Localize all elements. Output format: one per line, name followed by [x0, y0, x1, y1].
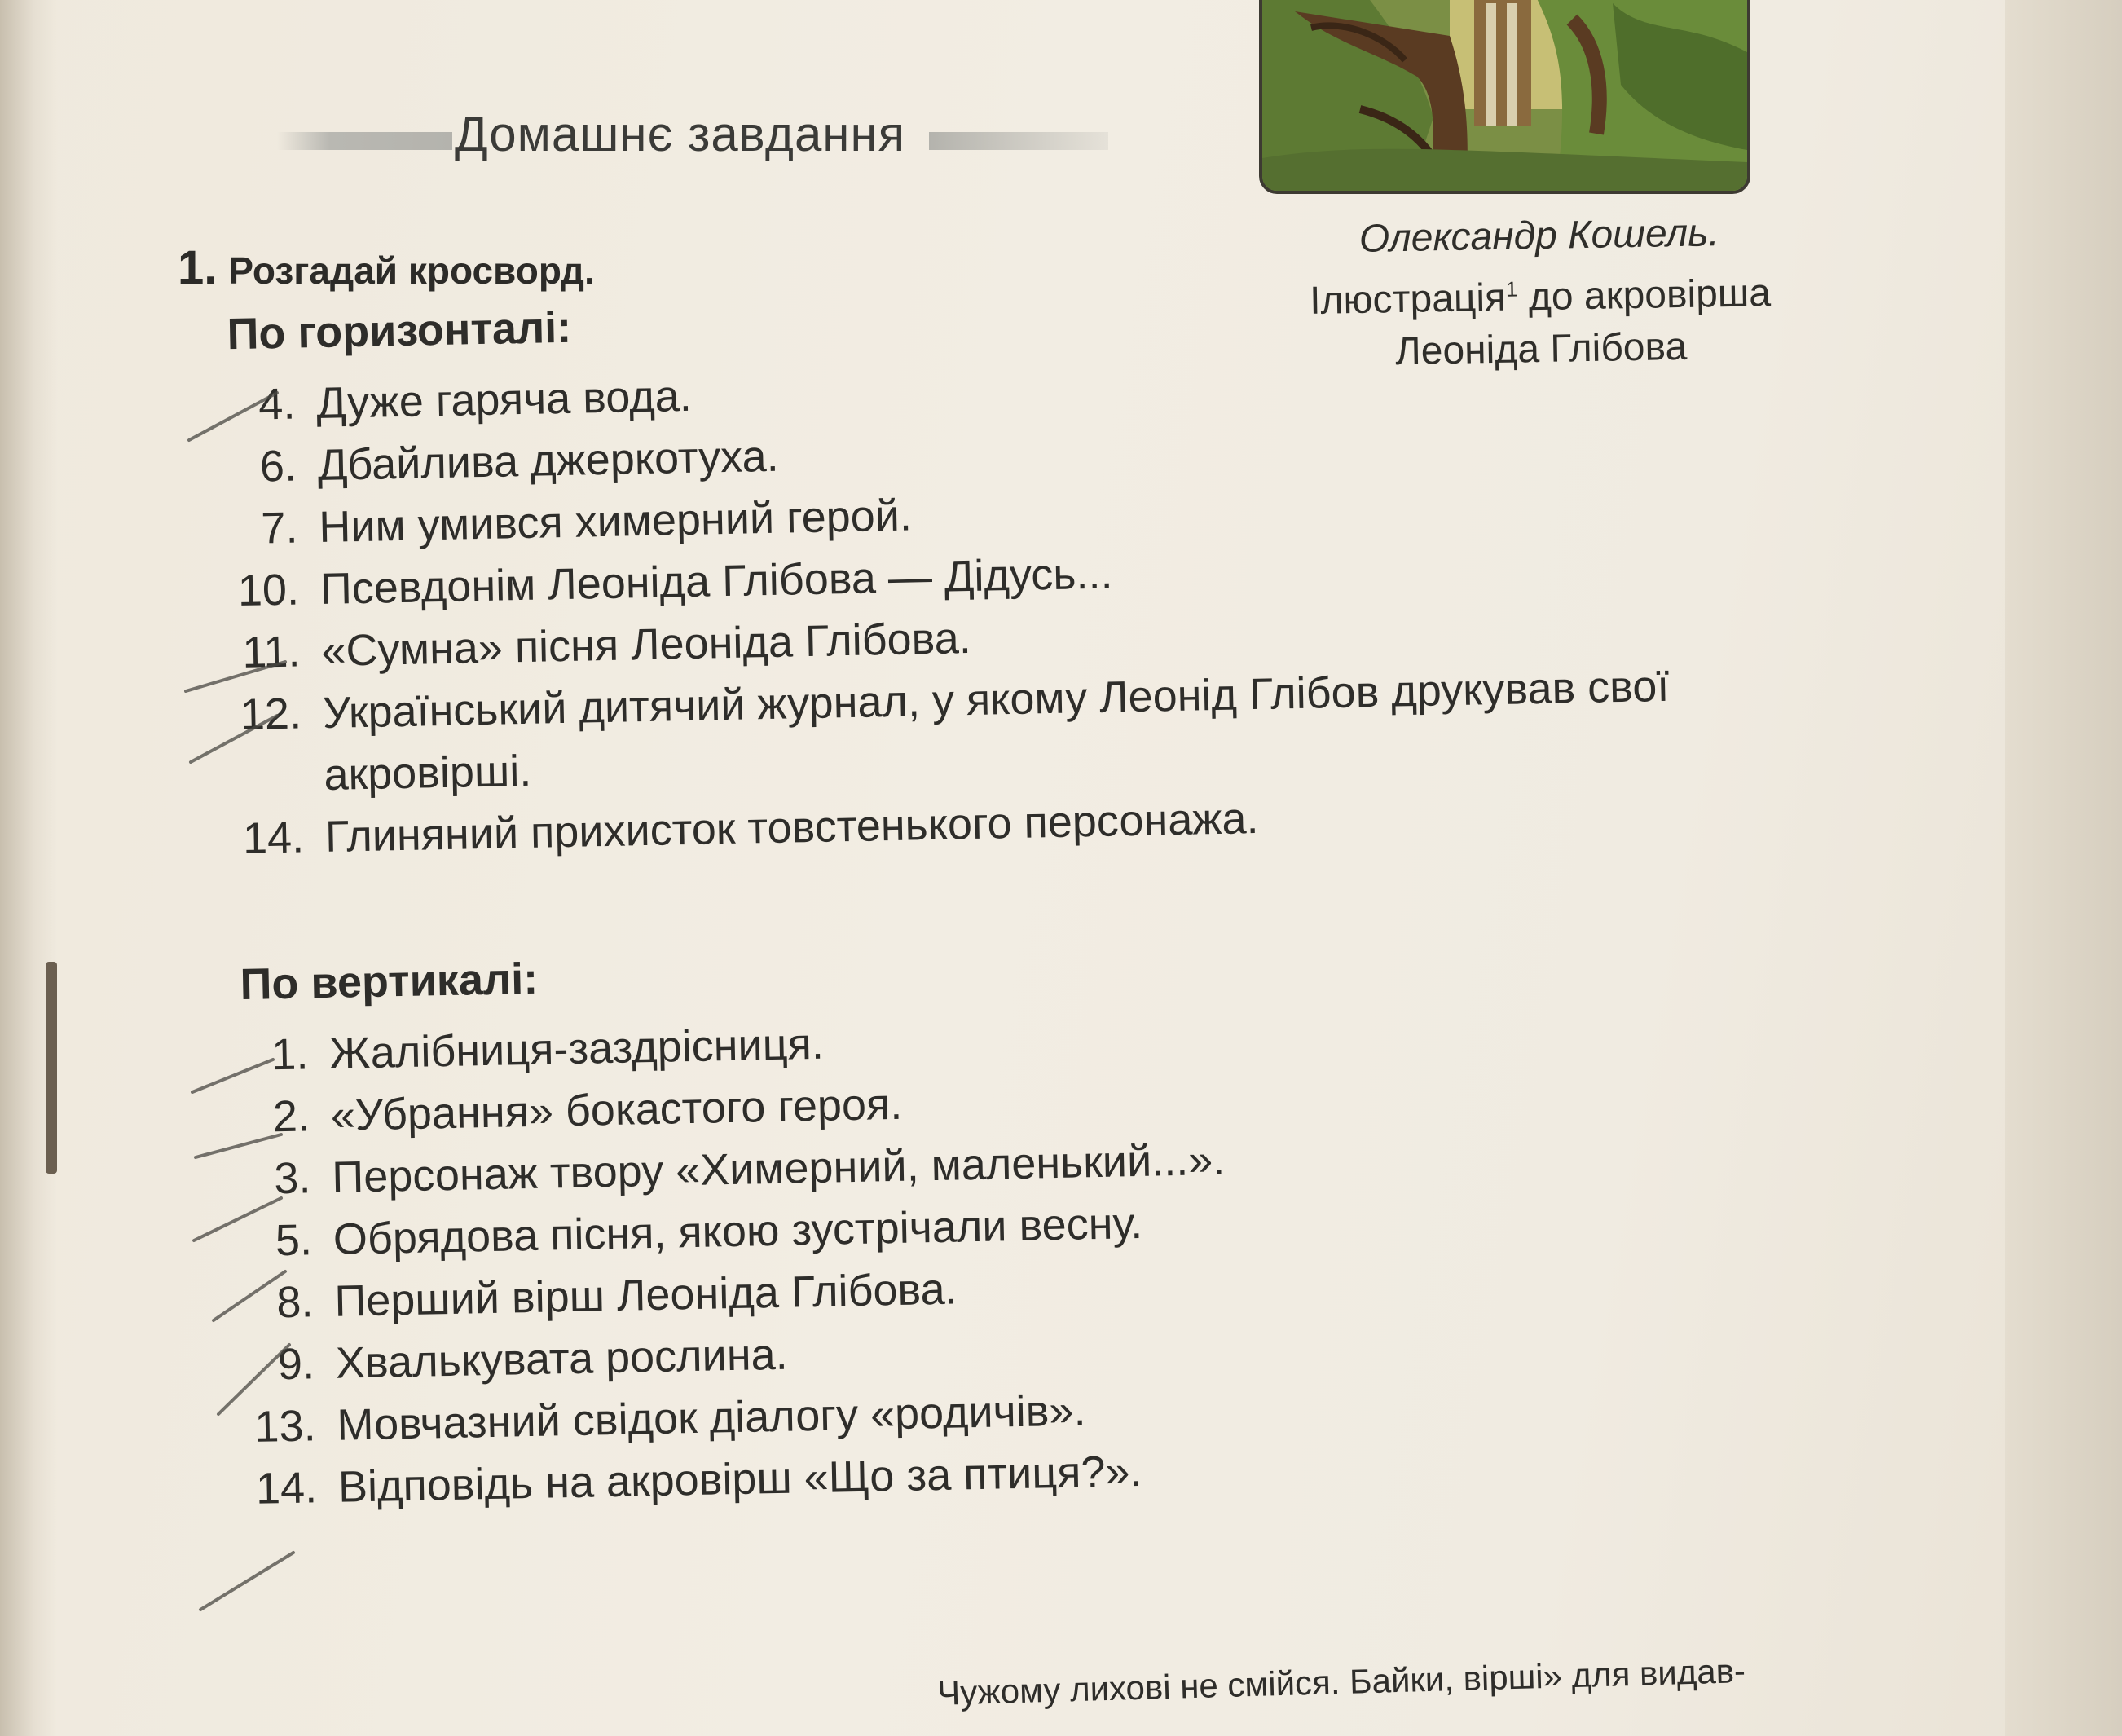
clue-text: «Сумна» пісня Леоніда Глібова. — [320, 613, 972, 676]
clue-text: Перший вірш Леоніда Глібова. — [333, 1264, 958, 1326]
clue-text: Мовчазний свідок діалогу «родичів». — [336, 1386, 1086, 1450]
page-gutter-shadow — [0, 0, 57, 1736]
clue-number: 10. — [237, 565, 300, 616]
tick-mark — [200, 1553, 293, 1610]
clue-number: 14. — [255, 1463, 318, 1513]
clue-text: Ним умився химерний герой. — [318, 491, 913, 553]
clue-number: 2. — [272, 1091, 310, 1142]
clue-text: «Убрання» бокастого героя. — [330, 1079, 903, 1140]
clue-text: Хвалькувата рослина. — [335, 1329, 789, 1388]
clue-text: Персонаж твору «Химерний, маленький...». — [331, 1135, 1226, 1202]
clue-text: Глиняний прихисток товстенького персонажа. — [324, 793, 1259, 861]
task-number: 1. — [178, 241, 218, 294]
clue-number: 4. — [258, 379, 296, 430]
clue-number: 12. — [240, 689, 302, 739]
section-header — [277, 106, 1108, 171]
caption-author: Олександр Кошель. — [1358, 211, 1720, 261]
clue-text: Обрядова пісня, якою зустрічали весну. — [332, 1198, 1143, 1264]
down-title: По вертикалі: — [240, 954, 539, 1010]
clue-number: 8. — [275, 1277, 315, 1328]
header-bar-left — [277, 132, 452, 150]
section-title: Домашнє завдання — [455, 107, 906, 161]
tree-illustration-icon — [1262, 0, 1747, 191]
clue-text: Псевдонім Леоніда Глібова — Дідусь... — [319, 549, 1114, 614]
clue-number: 11. — [241, 627, 302, 677]
footnote-mark: 1 — [1505, 276, 1518, 302]
header-bar-right — [929, 132, 1108, 150]
illustration-image — [1259, 0, 1750, 194]
clue-number — [205, 744, 324, 809]
clue-text: Український дитячий журнал, у якому Леонід Глібов друкував свої — [322, 661, 1670, 738]
binding-strip — [46, 962, 57, 1174]
clue-number: 3. — [273, 1153, 312, 1204]
caption-line-2-rest: до акровірша — [1517, 271, 1772, 319]
down-list — [210, 993, 1850, 1521]
caption-line-3: Леоніда Глібова — [1394, 324, 1688, 374]
caption-line-2-text: Ілюстрація — [1309, 275, 1507, 323]
clue-number: 7. — [260, 503, 298, 553]
clue-text: Жалібниця-заздрісниця. — [328, 1019, 825, 1078]
footer-text: Чужому лихові не смійся. Байки, вірші» для видав- — [936, 1651, 1746, 1712]
clue-number: 6. — [259, 441, 297, 491]
clue-text: Відповідь на акровірш «Що за птиця?». — [337, 1446, 1143, 1512]
clue-number: 5. — [275, 1215, 313, 1266]
clue-number: 13. — [253, 1401, 317, 1452]
clue-text: Дуже гаряча вода. — [315, 371, 693, 429]
task-text: Розгадай кросворд. — [228, 249, 595, 292]
clue-number: 14. — [242, 813, 305, 863]
page-edge — [2005, 0, 2122, 1736]
clue-number: 1. — [271, 1029, 309, 1080]
task-heading — [178, 240, 595, 295]
clue-text: Дбайлива джеркотуха. — [317, 431, 780, 491]
crossword-clues — [196, 277, 1849, 1521]
clue-number: 9. — [277, 1339, 315, 1390]
across-title: По горизонталі: — [227, 302, 572, 359]
clue-text: акровірші. — [323, 746, 532, 800]
across-list — [197, 342, 1837, 870]
